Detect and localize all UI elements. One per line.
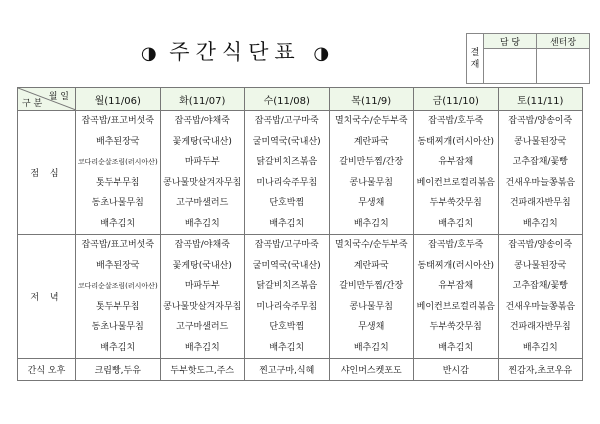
approval-signature-box[interactable] bbox=[537, 49, 590, 84]
menu-item: 무생채 bbox=[358, 198, 385, 208]
menu-item: 갈비만두찜/간장 bbox=[339, 281, 404, 291]
day-header: 화(11/07) bbox=[160, 88, 245, 111]
dinner-cell bbox=[160, 235, 245, 359]
snack-cell: 샤인머스켓포도 bbox=[329, 359, 414, 381]
approval-role: 담 당 bbox=[484, 34, 537, 49]
menu-item: 배추된장국 bbox=[96, 260, 140, 271]
menu-item: 코다리순살조림(러시아산) bbox=[77, 158, 158, 166]
menu-item: 유부잡채 bbox=[438, 157, 474, 167]
menu-item: 멸치국수/순두부죽 bbox=[334, 240, 408, 250]
half-circle-icon: ◑ bbox=[140, 43, 157, 64]
menu-item: 굴미역국(국내산) bbox=[252, 136, 321, 147]
menu-item: 콩나물맛살겨자무침 bbox=[163, 177, 242, 188]
menu-item: 잡곡밥/고구마죽 bbox=[254, 240, 319, 250]
lunch-cell bbox=[245, 111, 330, 235]
menu-item: 잡곡밥/표고버섯죽 bbox=[81, 116, 155, 126]
menu-item: 고추잡채/꽃빵 bbox=[512, 281, 568, 291]
menu-item: 건새우마늘쫑볶음 bbox=[505, 177, 576, 188]
menu-item: 동태찌개(러시아산) bbox=[417, 260, 495, 271]
menu-item: 배추된장국 bbox=[96, 136, 140, 147]
menu-item: 건파래자반무침 bbox=[509, 198, 571, 208]
snack-cell: 반시감 bbox=[414, 359, 499, 381]
lunch-row bbox=[18, 111, 583, 235]
menu-item: 꽃게탕(국내산) bbox=[172, 136, 232, 147]
menu-item: 미나리숙주무침 bbox=[256, 301, 318, 312]
menu-item: 톳두부무침 bbox=[96, 301, 140, 312]
dinner-cell bbox=[498, 235, 583, 359]
menu-item: 동초나물무침 bbox=[91, 322, 144, 332]
menu-item: 배추김치 bbox=[269, 218, 305, 229]
snack-row bbox=[18, 359, 583, 381]
menu-item: 고구마샐러드 bbox=[176, 198, 229, 208]
menu-item: 콩나물무침 bbox=[349, 301, 393, 312]
menu-item: 동태찌개(러시아산) bbox=[417, 136, 495, 147]
day-header: 목(11/9) bbox=[329, 88, 414, 111]
menu-item: 동초나물무침 bbox=[91, 198, 144, 208]
menu-item: 잡곡밥/호두죽 bbox=[428, 116, 484, 126]
menu-item: 잡곡밥/고구마죽 bbox=[254, 116, 319, 126]
lunch-cell bbox=[160, 111, 245, 235]
menu-item: 굴미역국(국내산) bbox=[252, 260, 321, 271]
dinner-cell bbox=[245, 235, 330, 359]
menu-item: 콩나물맛살겨자무침 bbox=[163, 301, 242, 312]
snack-cell: 찐고구마,식혜 bbox=[245, 359, 330, 381]
half-circle-icon: ◑ bbox=[313, 43, 330, 64]
dinner-cell bbox=[329, 235, 414, 359]
menu-item: 무생채 bbox=[358, 322, 385, 332]
dinner-cell bbox=[414, 235, 499, 359]
menu-item: 배추김치 bbox=[522, 218, 558, 229]
snack-cell: 찐감자,초코우유 bbox=[498, 359, 583, 381]
day-header: 금(11/10) bbox=[414, 88, 499, 111]
menu-item: 계란파국 bbox=[353, 260, 389, 271]
lunch-cell bbox=[329, 111, 414, 235]
snack-cell: 크림빵,두유 bbox=[76, 359, 161, 381]
dinner-cell bbox=[76, 235, 161, 359]
menu-item: 단호박찜 bbox=[269, 198, 305, 208]
menu-item: 잡곡밥/표고버섯죽 bbox=[81, 240, 155, 250]
day-header: 월(11/06) bbox=[76, 88, 161, 111]
menu-item: 미나리숙주무침 bbox=[256, 177, 318, 188]
menu-item: 닭갈비치즈볶음 bbox=[256, 281, 318, 291]
menu-item: 마파두부 bbox=[184, 281, 220, 291]
menu-item: 배추김치 bbox=[522, 342, 558, 353]
dinner-label: 저 녁 bbox=[18, 235, 76, 359]
approval-label: 결재 bbox=[467, 34, 484, 84]
menu-item: 건새우마늘쫑볶음 bbox=[505, 301, 576, 312]
corner-bottom-label: 구 분 bbox=[22, 99, 43, 109]
menu-item: 잡곡밥/양송이죽 bbox=[508, 116, 573, 126]
menu-table bbox=[17, 87, 583, 381]
menu-item: 고구마샐러드 bbox=[176, 322, 229, 332]
menu-item: 배추김치 bbox=[353, 342, 389, 353]
menu-item: 콩나물된장국 bbox=[514, 260, 567, 271]
menu-item: 단호박찜 bbox=[269, 322, 305, 332]
menu-item: 콩나물무침 bbox=[349, 177, 393, 188]
snack-cell: 두부핫도그,주스 bbox=[160, 359, 245, 381]
menu-item: 잡곡밥/양송이죽 bbox=[508, 240, 573, 250]
menu-item: 코다리순살조림(러시아산) bbox=[77, 282, 158, 290]
menu-item: 베이컨브로컬리볶음 bbox=[416, 177, 495, 188]
day-header: 수(11/08) bbox=[245, 88, 330, 111]
menu-item: 마파두부 bbox=[184, 157, 220, 167]
menu-item: 두부쑥갓무침 bbox=[429, 322, 482, 332]
menu-item: 잡곡밥/호두죽 bbox=[428, 240, 484, 250]
lunch-cell bbox=[76, 111, 161, 235]
approval-role: 센터장 bbox=[537, 34, 590, 49]
menu-item: 배추김치 bbox=[438, 218, 474, 229]
menu-item: 고추잡채/꽃빵 bbox=[512, 157, 568, 167]
menu-item: 갈비만두찜/간장 bbox=[339, 157, 404, 167]
lunch-cell bbox=[498, 111, 583, 235]
approval-signature-box[interactable] bbox=[484, 49, 537, 84]
menu-item: 배추김치 bbox=[100, 218, 136, 229]
lunch-label: 점 심 bbox=[18, 111, 76, 235]
menu-item: 배추김치 bbox=[184, 218, 220, 229]
menu-item: 베이컨브로컬리볶음 bbox=[416, 301, 495, 312]
menu-item: 잡곡밥/야채죽 bbox=[174, 116, 230, 126]
menu-item: 꽃게탕(국내산) bbox=[172, 260, 232, 271]
corner-header bbox=[18, 88, 76, 111]
menu-item: 닭갈비치즈볶음 bbox=[256, 157, 318, 167]
menu-item: 배추김치 bbox=[353, 218, 389, 229]
approval-box bbox=[466, 33, 590, 84]
page-title bbox=[110, 36, 360, 66]
day-header: 토(11/11) bbox=[498, 88, 583, 111]
menu-item: 두부쑥갓무침 bbox=[429, 198, 482, 208]
dinner-row bbox=[18, 235, 583, 359]
menu-item: 유부잡채 bbox=[438, 281, 474, 291]
menu-item: 배추김치 bbox=[269, 342, 305, 353]
menu-item: 멸치국수/순두부죽 bbox=[334, 116, 408, 126]
menu-item: 톳두부무침 bbox=[96, 177, 140, 188]
menu-item: 건파래자반무침 bbox=[509, 322, 571, 332]
menu-item: 계란파국 bbox=[353, 136, 389, 147]
corner-top-label: 월 일 bbox=[48, 92, 69, 102]
snack-label: 간식 오후 bbox=[18, 359, 76, 381]
title-text: 주간식단표 bbox=[169, 40, 301, 64]
lunch-cell bbox=[414, 111, 499, 235]
menu-item: 배추김치 bbox=[438, 342, 474, 353]
menu-item: 배추김치 bbox=[184, 342, 220, 353]
menu-item: 배추김치 bbox=[100, 342, 136, 353]
menu-item: 콩나물된장국 bbox=[514, 136, 567, 147]
menu-item: 잡곡밥/야채죽 bbox=[174, 240, 230, 250]
